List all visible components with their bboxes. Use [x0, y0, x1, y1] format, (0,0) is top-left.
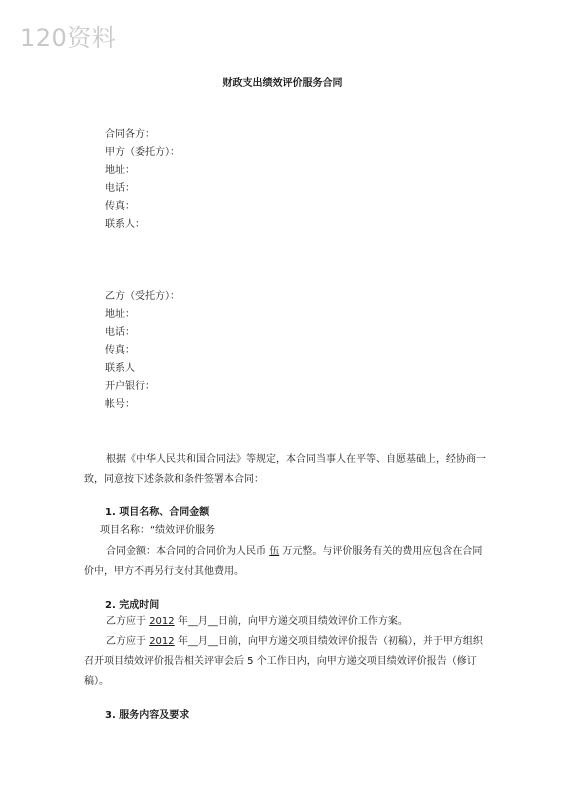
deadline-1-year: 2012 — [149, 616, 175, 627]
deadline-2-paragraph — [84, 632, 486, 692]
party-b-bank: 开户银行： — [105, 381, 155, 392]
party-a-fax: 传真： — [105, 201, 135, 212]
watermark: 120资料 — [20, 24, 117, 52]
party-a-label: 甲方（委托方）： — [105, 147, 180, 158]
amount-pre: 合同金额：本合同的合同价为人民币 — [106, 546, 266, 557]
project-value: “绩效评价服务 — [150, 525, 216, 536]
party-b-label: 乙方（受托方）： — [105, 291, 180, 302]
party-b-address: 地址： — [105, 309, 135, 320]
document-title: 财政支出绩效评价服务合同 — [222, 78, 343, 89]
party-b-fax: 传真： — [105, 345, 135, 356]
party-a-address: 地址： — [105, 165, 135, 176]
deadline-2-pre: 乙方应于 — [106, 636, 146, 647]
deadline-2-post: 年__月__日前，向甲方递交项目绩效评价报告（初稿），并于甲方组织召开项目绩效评价报告相关评审会后 5 个工作日内，向甲方递交项目绩效评价报告（修订稿）。 — [84, 636, 483, 687]
deadline-2-year: 2012 — [149, 636, 175, 647]
section-2-heading: 2. 完成时间 — [105, 600, 160, 611]
amount-paragraph — [84, 542, 486, 582]
party-b-contact: 联系人 — [105, 363, 135, 374]
project-name-line — [100, 524, 215, 538]
party-b-account: 帐号： — [105, 399, 135, 410]
amount-value: 伍 — [269, 546, 280, 557]
deadline-1-paragraph — [84, 612, 486, 632]
parties-header: 合同各方： — [105, 129, 155, 140]
project-label: 项目名称： — [100, 525, 150, 536]
deadline-1-pre: 乙方应于 — [106, 616, 146, 627]
party-a-contact: 联系人： — [105, 219, 145, 230]
party-a-phone: 电话： — [105, 183, 135, 194]
party-b-phone: 电话： — [105, 327, 135, 338]
section-3-heading: 3. 服务内容及要求 — [105, 710, 190, 721]
intro-paragraph — [84, 450, 486, 490]
amount-post: 万元整。与评价服务有关的费用应包含在合同价中，甲方不再另行支付其他费用。 — [84, 546, 483, 577]
deadline-1-post: 年__月__日前，向甲方递交项目绩效评价工作方案。 — [177, 616, 408, 627]
intro-text: 根据《中华人民共和国合同法》等规定，本合同当事人在平等、自愿基础上，经协商一致，同意按下述条款和条件签署本合同： — [84, 454, 486, 485]
section-1-heading: 1. 项目名称、合同金额 — [105, 507, 210, 518]
